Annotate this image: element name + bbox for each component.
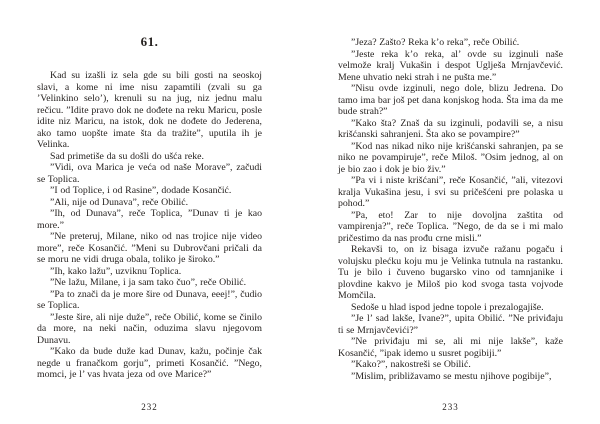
paragraph: ”Kako da bude duže kad Dunav, kažu, počinje čak negde u franačkom gorju”, primeti Kosančić. ”Nego, momci, je l’ vas hvata jeza od ove Marice?” <box>37 346 262 380</box>
paragraph: ”Vidi, ova Marica je veća od naše Morave”, začudi se Toplica. <box>37 162 262 185</box>
left-page-text <box>37 70 262 381</box>
right-page-number: 233 <box>442 402 459 412</box>
paragraph: ”Pa vi i niste krišćani”, reče Kosančić, ”ali, vitezovi kralja Vukašina jesu, i svi su pričešćeni pre polaska u pohod.” <box>338 175 563 209</box>
paragraph: ”Ih, kako lažu”, uzviknu Toplica. <box>50 265 182 277</box>
right-page <box>338 0 563 424</box>
paragraph: ”Kod nas nikad niko nije krišćanski sahranjen, pa se niko ne povampiruje”, reče Miloš. ”Osim jednog, al on je bio zao i dok je bio živ.” <box>338 140 563 175</box>
paragraph: Rekavši to, on iz bisaga izvuče ražanu pogaču i volujsku plećku koju mu je Velinka tutnula na rastanku. Tu je bilo i čuveno bugarsko vino od tamnjanike i plovdine kakvo je Miloš pio kod svoga tasta vojvode Momčila. <box>338 244 563 301</box>
chapter-number-heading: 61. <box>140 34 159 49</box>
left-page <box>37 0 262 424</box>
paragraph: ”Kako šta? Znaš da su izginuli, podavili se, a nisu krišćanski sahranjeni. Šta ako se povampire?” <box>338 117 563 140</box>
paragraph: Sedoše u hlad ispod jedne topole i prezalogajiše. <box>351 301 544 313</box>
paragraph: ”Ne priviđaju mi se, ali mi nije lakše”, kaže Kosančić, ”ipak idemo u susret pogibiji.” <box>338 336 563 359</box>
paragraph: ”Ih, od Dunava”, reče Toplica, ”Dunav ti je kao more.” <box>37 208 262 231</box>
paragraph: ”Jeza? Zašto? Reka k’o reka”, reče Obilić. <box>351 37 520 48</box>
paragraph: ”Nisu ovde izginuli, nego dole, blizu Jedrena. Do tamo ima bar još pet dana konjskog hoda. Šta ima da me bude strah?” <box>338 83 563 117</box>
paragraph: ”Ali, nije od Dunava”, reče Obilić. <box>50 196 189 208</box>
paragraph: ”Je l’ sad lakše, Ivane?”, upita Obilić. ”Ne priviđaju ti se Mrnjavčevići?” <box>338 313 563 336</box>
paragraph: ”I od Toplice, i od Rasine”, dodade Kosančić. <box>50 185 232 196</box>
paragraph: ”Kako?”, nakostreši se Obilić. <box>351 359 471 370</box>
paragraph: ”Pa, eto! Zar to nije dovoljna zaštita od vampirenja?”, reče Toplica. ”Nego, de da se i mi malo pričestimo da nas prođu crne misli.” <box>338 209 563 244</box>
paragraph: ”Ne lažu, Milane, i ja sam tako čuo”, reče Obilić. <box>50 277 247 288</box>
left-page-number: 232 <box>141 402 158 412</box>
right-page-text <box>338 37 563 382</box>
paragraph: ”Pa to znači da je more šire od Dunava, eeej!”, čudio se Toplica. <box>37 288 262 311</box>
paragraph: ”Mislim, približavamo se mestu njihove pogibije”, <box>351 370 552 382</box>
paragraph: ”Ne preteruj, Milane, niko od nas trojice nije video more”, reče Kosančić. ”Meni su Dubrovčani pričali da se moru ne vidi druga obala, toliko je široko.” <box>37 231 262 265</box>
paragraph: ”Jeste šire, ali nije duže”, reče Obilić, kome se činilo da more, na neki način, oduzima slavu njegovom Dunavu. <box>37 311 262 346</box>
paragraph: Sad primetiše da su došli do ušća reke. <box>50 150 204 162</box>
paragraph: Kad su izašli iz sela gde su bili gosti na seoskoj slavi, a kome ni ime nisu zapamtili (zvali su ga ’Velinkino selo’), krenuli su na jug, niz jednu malu rečicu. ”Idite pravo dok ne dođete na reku Maricu, posle idite niz Maricu, na istok, dok ne dođete do Jederena, ako tamo uopšte imate šta da tražite”, uputila ih je Velinka. <box>37 70 262 150</box>
paragraph: ”Jeste reka k’o reka, al’ ovde su izginuli naše velmože kralj Vukašin i despot Uglješa Mrnjavčević. Mene uhvatio neki strah i ne pušta me.” <box>338 48 563 83</box>
